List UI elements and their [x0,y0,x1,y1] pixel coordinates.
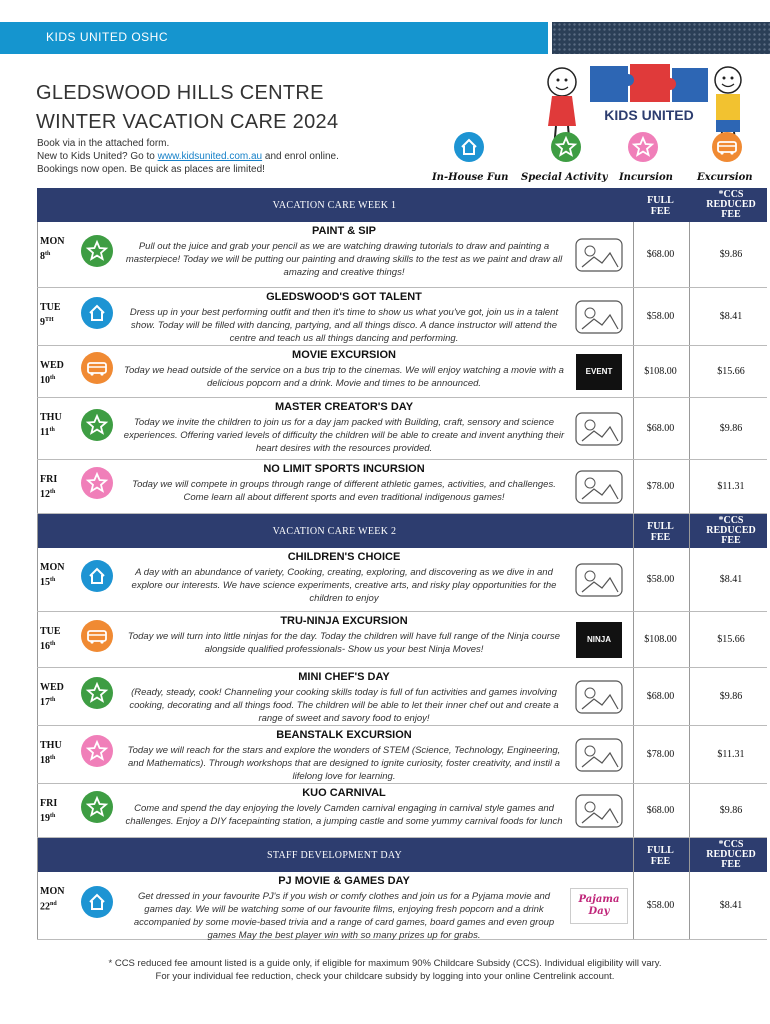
intro-line-3: Bookings now open. Be quick as places are limited! [37,164,265,175]
full-fee-value: $108.00 [644,366,677,377]
activity-description: Today we will reach for the stars and explore the wonders of STEM (Science, Technology, Engineering, and Mathematics). Through workshops that are designed to ignite curiosity, foster creativity, and instil a lifelong love for learning. [127,745,561,782]
activity-description: Dress up in your best performing outfit and then it's time to show us what you've got, join us in a talent show. Today will be filled with dancing, partying, and all things disco. A dance instructor will attend the centre and teach us all things dancing and performing. [129,307,559,344]
table-row [37,548,767,612]
activity-title: MASTER CREATOR'S DAY [274,401,414,413]
staff-dev-title: STAFF DEVELOPMENT DAY [267,850,402,861]
ccs-reduced-fee-value: $8.41 [719,311,743,322]
full-fee-header: FULL FEE [647,845,674,867]
legend-label-excursion: Excursion [697,172,753,183]
legend-star-icon-special [551,132,581,162]
intro-line-2: New to Kids United? Go to www.kidsunited.com.au and enrol online. [37,151,339,162]
activity-description: Pull out the juice and grab your pencil as we are watching drawing tutorials to draw and painting a masterpiece! Today we will be putting our painting and drawing skills to the test as we paint and draw all amazing and creative things! [125,241,563,278]
full-fee-header: FULL FEE [647,521,674,543]
ccs-reduced-fee-value: $11.31 [717,749,745,760]
full-fee-value: $68.00 [646,423,675,434]
day-label: FRI 19th [40,798,58,825]
activity-illustration: EVENT [568,352,630,392]
star-icon [81,409,113,441]
bus-icon [81,352,113,384]
top-banner [0,22,548,54]
activity-description: Get dressed in your favourite PJ's if you wish or comfy clothes and join us for a Pyjama movie and games day. We will be watching some of our favourite films, enjoying fresh popcorn and a drink accompanied by some movie-based trivia and a range of card games, board games and even group games May the best player win with so many prizes up for grabs. [133,891,555,941]
table-row [37,222,767,288]
activity-illustration [568,735,630,775]
activity-illustration [568,235,630,275]
activity-title: MOVIE EXCURSION [292,349,396,361]
week1-header [37,188,767,222]
activity-cell [123,462,565,504]
day-label: MON 15th [40,562,65,589]
table-row [37,668,767,726]
activity-illustration: Pajama Day [568,886,630,926]
ccs-reduced-fee-value: $8.41 [719,900,743,911]
activity-cell [123,348,565,390]
bus-icon [81,620,113,652]
ccs-reduced-fee-value: $9.86 [719,805,743,816]
activity-illustration [568,467,630,507]
activity-illustration [568,791,630,831]
week2-header [37,514,767,548]
full-fee-value: $58.00 [646,574,675,585]
activity-cell [123,614,565,656]
day-label: TUE 9TH [40,302,61,329]
table-row [37,872,767,940]
week1-title: VACATION CARE WEEK 1 [272,200,397,211]
ccs-reduced-fee-value: $15.66 [717,634,745,645]
activity-cell [123,728,565,783]
full-fee-header: FULL FEE [647,195,674,217]
activity-cell [123,224,565,279]
activity-illustration [568,560,630,600]
activity-illustration [568,677,630,717]
footnote-centrelink: For your individual fee reduction, check your childcare subsidy by logging into your online Centrelink account. [155,971,615,982]
top-banner-pattern [552,22,770,54]
staff-dev-header [37,838,767,872]
star-icon [81,677,113,709]
day-label: THU 18th [40,740,62,767]
website-link[interactable]: www.kidsunited.com.au [157,151,263,162]
legend-label-special: Special Activity [521,172,608,183]
legend-star-icon-incursion [628,132,658,162]
activity-illustration [568,409,630,449]
full-fee-value: $78.00 [646,749,675,760]
table-row [37,346,767,398]
activity-description: Today we invite the children to join us for a day jam packed with Building, craft, sensory and science experiences. Offering varied levels of difficulty the children will be able to create and invent anything their heart desires with the resources provided. [123,417,565,454]
day-label: TUE 16th [40,626,61,653]
full-fee-value: $108.00 [644,634,677,645]
legend-label-incursion: Incursion [619,172,673,183]
page-title-program: WINTER VACATION CARE 2024 [36,111,339,133]
house-icon [81,560,113,592]
day-label: THU 11th [40,412,62,439]
ccs-reduced-fee-value: $9.86 [719,249,743,260]
activity-description: A day with an abundance of variety, Cooking, creating, exploring, and discovering as we dive in and explore our interests. We have science experiments, creative arts, and risky play opportunities for the children to enjoy [131,567,557,604]
brand-name: KIDS UNITED OSHC [46,30,169,44]
activity-cell [123,290,565,345]
activity-cell [123,400,565,455]
full-fee-value: $68.00 [646,691,675,702]
table-row [37,398,767,460]
logo-text: KIDS UNITED [604,107,694,123]
day-label: FRI 12th [40,474,58,501]
activity-title: PAINT & SIP [312,225,376,237]
house-icon [81,297,113,329]
star-icon [81,235,113,267]
activity-illustration [568,297,630,337]
activity-title: TRU-NINJA EXCURSION [280,615,408,627]
day-label: MON 8th [40,236,65,263]
full-fee-value: $58.00 [646,900,675,911]
activity-description: Come and spend the day enjoying the lovely Camden carnival engaging in carnival style games and challenges. Enjoy a DIY facepainting station, a jumping castle and some yummy carnival foods for lunch [125,803,563,827]
day-label: WED 17th [40,682,64,709]
table-row [37,612,767,668]
activity-title: NO LIMIT SPORTS INCURSION [263,463,425,475]
ccs-fee-header: *CCS REDUCED FEE [706,839,756,870]
day-label: WED 10th [40,360,64,387]
table-row [37,288,767,346]
page-title-centre: GLEDSWOOD HILLS CENTRE [36,82,324,104]
week2-title: VACATION CARE WEEK 2 [272,526,397,537]
day-label: MON 22nd [40,886,65,913]
table-row [37,726,767,784]
table-row [37,460,767,514]
intro-line-1: Book via in the attached form. [37,138,170,149]
full-fee-value: $58.00 [646,311,675,322]
legend-bus-icon [712,132,742,162]
house-icon [81,886,113,918]
full-fee-value: $68.00 [646,249,675,260]
ccs-reduced-fee-value: $11.31 [717,481,745,492]
activity-cell [123,786,565,828]
full-fee-value: $68.00 [646,805,675,816]
activity-title: BEANSTALK EXCURSION [276,729,412,741]
activity-description: Today we will compete in groups through range of different athletic games, activities, and challenges. Come learn all about different sports and even traditional indigenous games! [132,479,556,503]
ccs-reduced-fee-value: $15.66 [717,366,745,377]
footnote-ccs: * CCS reduced fee amount listed is a guide only, if eligible for maximum 90% Childcare Subsidy (CCS). Individual eligibility will vary. [108,958,662,969]
activity-description: Today we will turn into little ninjas for the day. Today the children will have full range of the Ninja course alongside qualified professionals- Show us your best Ninja Moves! [127,631,561,655]
activity-title: MINI CHEF'S DAY [298,671,390,683]
activity-cell [123,670,565,725]
legend-house-icon [454,132,484,162]
activity-description: (Ready, steady, cook! Channeling your cooking skills today is full of fun activities and games involving cooking, decorating and all things food. The children will be able to let their inner chef out and create a range of sweet and savory food to enjoy! [129,687,559,724]
star-icon [81,735,113,767]
activity-title: GLEDSWOOD'S GOT TALENT [266,291,422,303]
activity-illustration: NINJA [568,620,630,660]
activity-title: CHILDREN'S CHOICE [287,551,401,563]
star-icon [81,791,113,823]
activity-title: PJ MOVIE & GAMES DAY [278,875,410,887]
ccs-fee-header: *CCS REDUCED FEE [706,515,756,546]
ccs-reduced-fee-value: $8.41 [719,574,743,585]
table-row [37,784,767,838]
ccs-reduced-fee-value: $9.86 [719,691,743,702]
activity-cell [123,874,565,942]
activity-description: Today we head outside of the service on a bus trip to the cinemas. We will enjoy watching a movie with a delicious popcorn and a drink. Movie and times to be announced. [124,365,564,389]
ccs-reduced-fee-value: $9.86 [719,423,743,434]
legend-label-inhouse: In-House Fun [432,172,509,183]
activity-cell [123,550,565,605]
full-fee-value: $78.00 [646,481,675,492]
ccs-fee-header: *CCS REDUCED FEE [706,189,756,220]
star-icon [81,467,113,499]
activity-title: KUO CARNIVAL [302,787,386,799]
